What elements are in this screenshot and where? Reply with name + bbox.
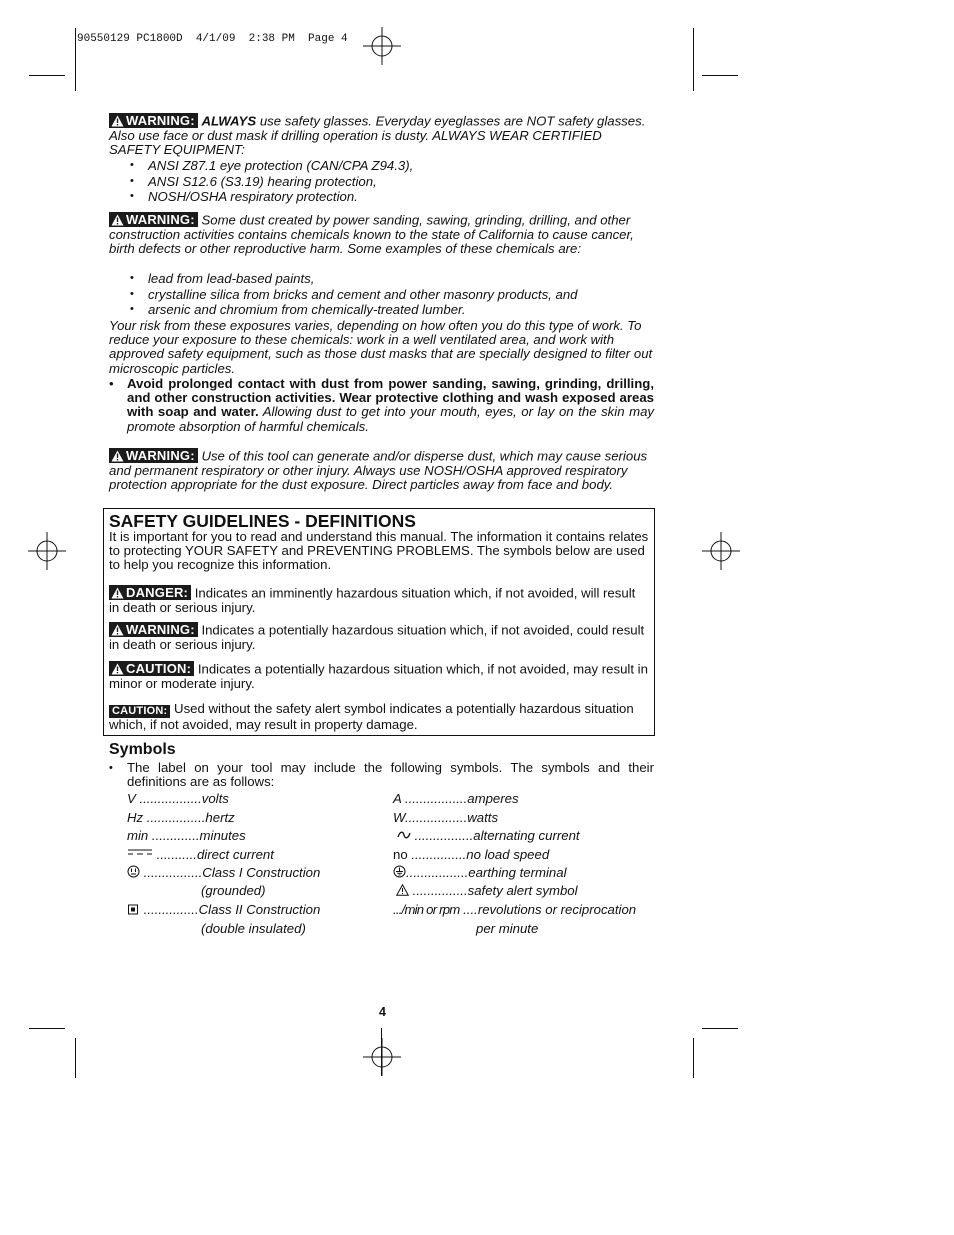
crop-mark (693, 28, 694, 91)
dot-leader: ............... (140, 902, 199, 917)
caution-plain-definition (109, 702, 649, 732)
warning-label (109, 448, 198, 463)
dot-leader: ........... (153, 847, 197, 862)
avoid-contact-item (109, 377, 654, 434)
warning-label-text: WARNING: (126, 211, 195, 227)
dot-leader: ................. (135, 791, 202, 806)
alert-triangle-icon (111, 624, 124, 636)
warning-respiratory-text: Use of this tool can generate and/or disperse dust, which may cause serious and permanent respiratory or other injury. Always use NOSH/OSHA approved respiratory protection appropriate for the dust exposure. Direct particles away from face and body. (109, 448, 648, 492)
warning-label (109, 622, 198, 637)
danger-label-text: DANGER: (126, 584, 189, 600)
symbol-definition: amperes (467, 791, 519, 806)
symbol-class-2-sub: (double insulated) (201, 921, 306, 936)
symbols-intro-text: The label on your tool may include the following symbols. The symbols and their definitions are as follows: (127, 760, 654, 790)
alert-triangle-icon (111, 115, 124, 127)
class-2-icon (127, 903, 140, 916)
exposure-risk-text: Your risk from these exposures varies, depending on how often you do this type of work. To reduce your exposure to these chemicals: work in a well ventilated area, and work with approved safety equipment, such as those dust masks that are specially designed to filter out microscopic particles. (109, 318, 653, 376)
dc-icon (127, 847, 153, 857)
symbol-watts (393, 810, 498, 825)
guidelines-title: SAFETY GUIDELINES - DEFINITIONS (109, 511, 416, 531)
symbol-definition: revolutions or reciprocation (477, 902, 637, 917)
symbol-definition: Class II Construction (198, 902, 321, 917)
dot-leader: ................. (404, 810, 468, 825)
warning-label (109, 113, 198, 128)
always-lead: ALWAYS (201, 113, 257, 129)
symbol-no-load-speed (393, 847, 549, 862)
caution-label-text: CAUTION: (126, 660, 192, 676)
list-item: • arsenic and chromium from chemically-treated lumber. (130, 302, 578, 318)
warning-dust-chemicals (109, 212, 654, 256)
ac-icon (397, 830, 411, 840)
symbol-definition: alternating current (473, 828, 580, 843)
caution-plain-label: CAUTION: (109, 705, 170, 718)
crop-mark (75, 1038, 76, 1078)
symbol-direct-current (127, 847, 274, 862)
symbol-definition: direct current (196, 847, 274, 862)
caution-text: Indicates a potentially hazardous situation which, if not avoided, may result in minor or moderate injury. (109, 661, 648, 691)
list-item: • ANSI S12.6 (S3.19) hearing protection, (130, 174, 413, 190)
alert-triangle-icon (111, 587, 124, 599)
class-1-icon (127, 865, 140, 878)
symbol-class-1-sub: (grounded) (201, 883, 266, 898)
symbol-class-1 (127, 865, 320, 880)
symbol-safety-alert (396, 883, 578, 898)
warning-glasses (109, 113, 654, 157)
symbol-definition: no load speed (466, 847, 550, 862)
warning-definition (109, 622, 649, 652)
chemical-examples (130, 271, 578, 318)
warning-label (109, 212, 198, 227)
registration-mark-icon (702, 532, 740, 570)
alert-triangle-icon (111, 450, 124, 462)
dot-leader: ................. (406, 865, 469, 880)
symbol-definition: minutes (199, 828, 246, 843)
bullet: • (109, 376, 114, 391)
warning-respiratory (109, 448, 654, 492)
registration-mark-icon (363, 1038, 401, 1076)
symbol-key: A (393, 791, 402, 806)
crop-mark (29, 75, 65, 76)
symbol-rpm-sub: per minute (476, 921, 539, 936)
crop-mark (75, 28, 76, 91)
page-number: 4 (379, 1005, 386, 1019)
bullet: • (109, 762, 113, 774)
symbol-definition: volts (201, 791, 229, 806)
registration-mark-icon (28, 532, 66, 570)
symbol-definition: safety alert symbol (467, 883, 578, 898)
dot-leader: ................. (401, 791, 468, 806)
symbol-definition: watts (467, 810, 499, 825)
symbol-definition: Class I Construction (202, 865, 321, 880)
dot-leader: ................ (143, 810, 206, 825)
symbol-class-2 (127, 902, 320, 917)
symbol-rpm (393, 902, 636, 917)
list-item: • NOSH/OSHA respiratory protection. (130, 189, 413, 205)
dot-leader: .... (459, 902, 478, 917)
dot-leader: ............. (148, 828, 200, 843)
symbols-intro (109, 761, 654, 789)
crop-mark (702, 1028, 738, 1029)
danger-text: Indicates an imminently hazardous situation which, if not avoided, will result in death or serious injury. (109, 585, 636, 615)
crop-mark (693, 1038, 694, 1078)
symbol-key: .../min or rpm (393, 902, 460, 917)
print-slug: 90550129 PC1800D 4/1/09 2:38 PM Page 4 (77, 33, 348, 45)
list-item: • ANSI Z87.1 eye protection (CAN/CPA Z94.3), (130, 158, 413, 174)
caution-label (109, 661, 194, 676)
danger-label (109, 585, 191, 600)
symbol-key: W (393, 810, 405, 825)
warning-glasses-text: use safety glasses. Everyday eyeglasses are NOT safety glasses. Also use face or dust mask if drilling operation is dusty. ALWAYS WEAR CERTIFIED SAFETY EQUIPMENT: (109, 113, 646, 157)
warning-glasses-bullets (130, 158, 413, 205)
dot-leader: ............... (407, 847, 467, 862)
alert-triangle-icon (111, 663, 124, 675)
avoid-contact-italic: Allowing dust to get into your mouth, eyes, or lay on the skin may promote absorption of harmful chemicals. (127, 404, 654, 434)
warning-text: Indicates a potentially hazardous situation which, if not avoided, could result in death or serious injury. (109, 622, 645, 652)
symbol-alternating-current (397, 828, 580, 843)
warning-label-text: WARNING: (126, 112, 195, 128)
warning-label-text: WARNING: (126, 447, 195, 463)
crop-mark (702, 75, 738, 76)
list-item: • crystalline silica from bricks and cement and other masonry products, and (130, 287, 578, 303)
alert-icon (396, 884, 409, 896)
warning-label-text: WARNING: (126, 621, 195, 637)
symbol-volts (127, 791, 229, 806)
symbol-hertz (127, 810, 235, 825)
crop-mark (29, 1028, 65, 1029)
registration-mark-icon (363, 27, 401, 65)
symbol-definition: earthing terminal (468, 865, 567, 880)
symbol-key: V (127, 791, 136, 806)
symbol-amperes (393, 791, 519, 806)
dot-leader: ................ (411, 828, 474, 843)
caution-definition (109, 661, 649, 691)
list-item: • lead from lead-based paints, (130, 271, 578, 287)
symbols-heading: Symbols (109, 741, 176, 758)
avoid-contact-bold: Avoid prolonged contact with dust from power sanding, sawing, grinding, drilling, and other construction activities. Wear protective clothing and wash exposed areas with soap and water. (127, 376, 654, 420)
symbol-earthing-terminal (393, 865, 567, 880)
dot-leader: ................ (140, 865, 203, 880)
warning-dust-text: Some dust created by power sanding, sawing, grinding, drilling, and other construction activities contains chemicals known to the state of California to cause cancer, birth defects or other reproductive harm. Some examples of these chemicals are: (109, 212, 634, 256)
crop-mark (381, 1028, 382, 1076)
danger-definition (109, 585, 649, 615)
alert-triangle-icon (111, 214, 124, 226)
caution-plain-text: Used without the safety alert symbol indicates a potentially hazardous situation which, if not avoided, may result in property damage. (109, 701, 634, 732)
guidelines-intro: It is important for you to read and understand this manual. The information it contains relates to protecting YOUR SAFETY and PREVENTING PROBLEMS. The symbols below are used to help you recognize this information. (109, 529, 649, 573)
symbol-key: Hz (127, 810, 144, 825)
dot-leader: ............... (409, 883, 468, 898)
symbol-minutes (127, 828, 246, 843)
earth-icon (393, 865, 406, 878)
symbol-key: no (393, 847, 408, 862)
symbol-key: min (127, 828, 149, 843)
symbol-definition: hertz (205, 810, 235, 825)
